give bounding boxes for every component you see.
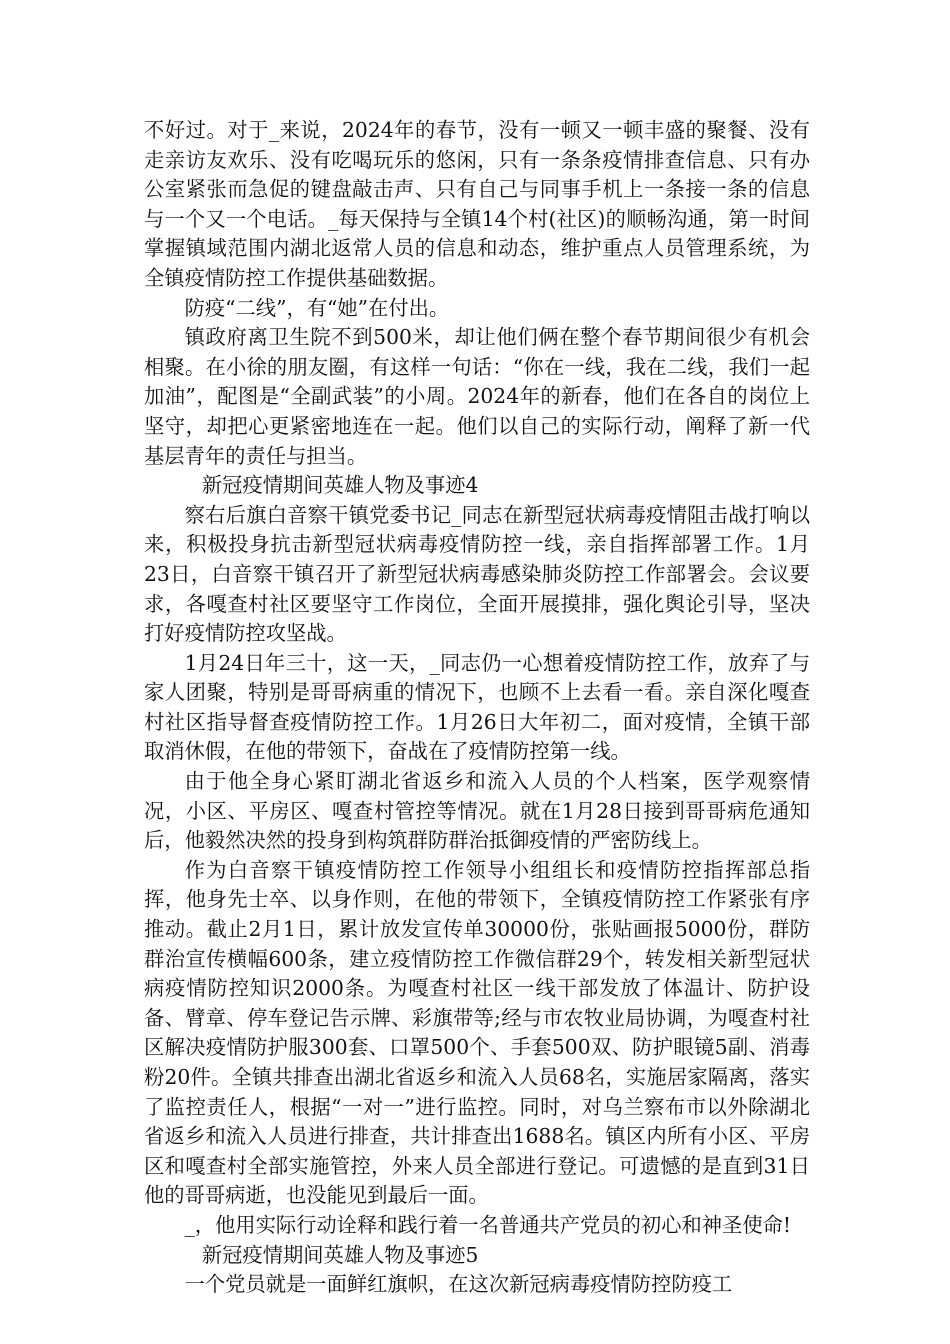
paragraph-5: 1月24日年三十，这一天，_同志仍一心想着疫情防控工作，放弃了与家人团聚，特别是哥哥病重的情况下，也顾不上去看一看。亲自深化嘎查村社区指导督查疫情防控工作。1月26日大年初二，面对疫情，全镇干部取消休假，在他的带领下，奋战在了疫情防控第一线。 bbox=[144, 650, 810, 764]
paragraph-8: _，他用实际行动诠释和践行着一名普通共产党员的初心和神圣使命! bbox=[184, 1212, 792, 1237]
paragraph-2: 防疫“二线”，有“她”在付出。 bbox=[184, 295, 450, 320]
paragraph-3: 镇政府离卫生院不到500米，却让他们俩在整个春节期间很少有机会相聚。在小徐的朋友圈，有这样一句话：“你在一线，我在二线，我们一起加油”，配图是“全副武装”的小周。2024年的新春，他们在各自的岗位上坚守，却把心更紧密地连在一起。他们以自己的实际行动，阐释了新一代基层青年的责任与担当。 bbox=[144, 325, 810, 468]
paragraph-9: 一个党员就是一面鲜红旗帜，在这次新冠病毒疫情防控防疫工 bbox=[184, 1272, 733, 1297]
section-heading-5: 新冠疫情期间英雄人物及事迹5 bbox=[201, 1242, 479, 1267]
paragraph-6: 由于他全身心紧盯湖北省返乡和流入人员的个人档案，医学观察情况，小区、平房区、嘎查村管控等情况。就在1月28日接到哥哥病危通知后，他毅然决然的投身到构筑群防群治抵御疫情的严密防线上。 bbox=[144, 769, 810, 853]
document-page bbox=[144, 116, 810, 1300]
paragraph-1: 不好过。对于_来说，2024年的春节，没有一顿又一顿丰盛的聚餐、没有走亲访友欢乐、没有吃喝玩乐的悠闲，只有一条条疫情排查信息、只有办公室紧张而急促的键盘敲击声、只有自己与同事手机上一条接一条的信息与一个又一个电话。_每天保持与全镇14个村(社区)的顺畅沟通，第一时间掌握镇域范围内湖北返常人员的信息和动态，维护重点人员管理系统，为全镇疫情防控工作提供基础数据。 bbox=[144, 118, 810, 290]
paragraph-4: 察右后旗白音察干镇党委书记_同志在新型冠状病毒疫情阻击战打响以来，积极投身抗击新型冠状病毒疫情防控一线，亲自指挥部署工作。1月23日，白音察干镇召开了新型冠状病毒感染肺炎防控工作部署会。会议要求，各嘎查村社区要坚守工作岗位，全面开展摸排，强化舆论引导，坚决打好疫情防控攻坚战。 bbox=[144, 502, 810, 646]
section-heading-4: 新冠疫情期间英雄人物及事迹4 bbox=[201, 473, 479, 498]
paragraph-7: 作为白音察干镇疫情防控工作领导小组组长和疫情防控指挥部总指挥，他身先士卒、以身作则，在他的带领下，全镇疫情防控工作紧张有序推动。截止2月1日，累计放发宣传单30000份，张贴画报5000份，群防群治宣传横幅600条，建立疫情防控工作微信群29个，转发相关新型冠状病疫情防控知识2000条。为嘎查村社区一线干部发放了体温计、防护设备、臂章、停车登记告示牌、彩旗带等;经与市农牧业局协调，为嘎查村社区解决疫情防护服300套、口罩500个、手套500双、防护眼镜5副、消毒粉20件。全镇共排查出湖北省返乡和流入人员68名，实施居家隔离，落实了监控责任人，根据“一对一”进行监控。同时，对乌兰察布市以外除湖北省返乡和流入人员进行排查，共计排查出1688名。镇区内所有小区、平房区和嘎查村全部实施管控，外来人员全部进行登记。可遗憾的是直到31日他的哥哥病逝，也没能见到最后一面。 bbox=[144, 857, 810, 1208]
